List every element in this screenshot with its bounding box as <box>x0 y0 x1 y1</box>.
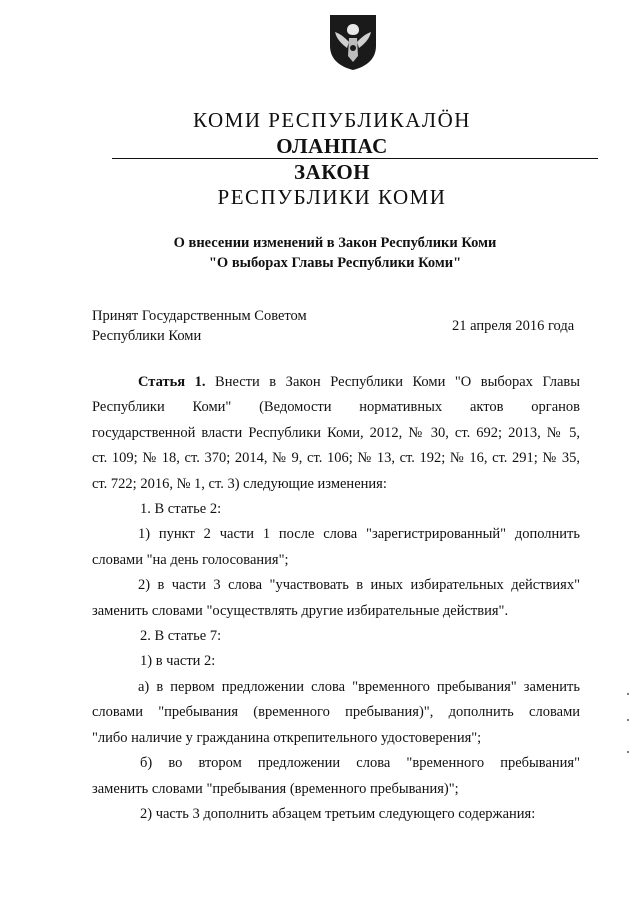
adoption-note <box>92 306 307 346</box>
law-subject-line: О внесении изменений в Закон Республики Коми <box>173 235 497 251</box>
article-body <box>92 370 580 827</box>
article-paragraph <box>92 370 580 395</box>
list-item: словами "на день голосования"; <box>92 551 289 568</box>
list-item: б) во втором предложении слова "временного пребывания" <box>140 755 580 772</box>
list-item: 1) в части 2: <box>140 653 216 670</box>
article-paragraph: ст. 722; 2016, № 1, ст. 3) следующие изменения: <box>92 475 387 492</box>
adoption-date: 21 апреля 2016 года <box>452 318 575 334</box>
list-item: 1) пункт 2 части 1 после слова "зарегистрированный" дополнить <box>138 526 580 543</box>
list-item: заменить словами "пребывания (временного пребывания)"; <box>92 780 459 797</box>
article-paragraph: Республики Коми" (Ведомости нормативных актов органов <box>92 399 580 416</box>
scan-specks <box>626 690 630 760</box>
list-item: 2) часть 3 дополнить абзацем третьим следующего содержания: <box>140 805 536 822</box>
list-item: "либо наличие у гражданина открепительного удостоверения"; <box>92 729 482 746</box>
olanpas-title: ОЛАНПАС <box>276 134 388 158</box>
komi-coat-of-arms-icon <box>327 12 379 72</box>
zakon-title: ЗАКОН <box>293 160 371 184</box>
article-paragraph: государственной власти Республики Коми, 2012, № 30, ст. 692; 2013, № 5, <box>92 424 580 441</box>
article-text: Внести в Закон Республики Коми "О выборах Главы <box>205 374 580 390</box>
list-item: словами "пребывания (временного пребывания)", дополнить словами <box>92 704 580 721</box>
list-item: а) в первом предложении слова "временного пребывания" заменить <box>138 678 580 695</box>
adoption-line: Принят Государственным Советом <box>92 308 307 324</box>
komi-republic-title: КОМИ РЕСПУБЛИКАЛӦН <box>193 108 471 132</box>
republic-komi-title: РЕСПУБЛИКИ КОМИ <box>217 185 447 209</box>
header-divider <box>112 158 598 159</box>
list-item: 1. В статье 2: <box>140 501 222 518</box>
article-paragraph: ст. 109; № 18, ст. 370; 2014, № 9, ст. 106; № 13, ст. 192; № 16, ст. 291; № 35, <box>92 450 580 467</box>
list-item: заменить словами "осуществлять другие избирательные действия". <box>92 602 509 619</box>
adoption-line: Республики Коми <box>92 328 202 344</box>
law-subject-line: "О выборах Главы Республики Коми" <box>208 255 462 271</box>
law-subject <box>60 233 610 273</box>
article-label: Статья 1. <box>138 374 206 390</box>
list-item: 2. В статье 7: <box>140 628 222 645</box>
list-item: 2) в части 3 слова "участвовать в иных избирательных действиях" <box>138 577 580 594</box>
